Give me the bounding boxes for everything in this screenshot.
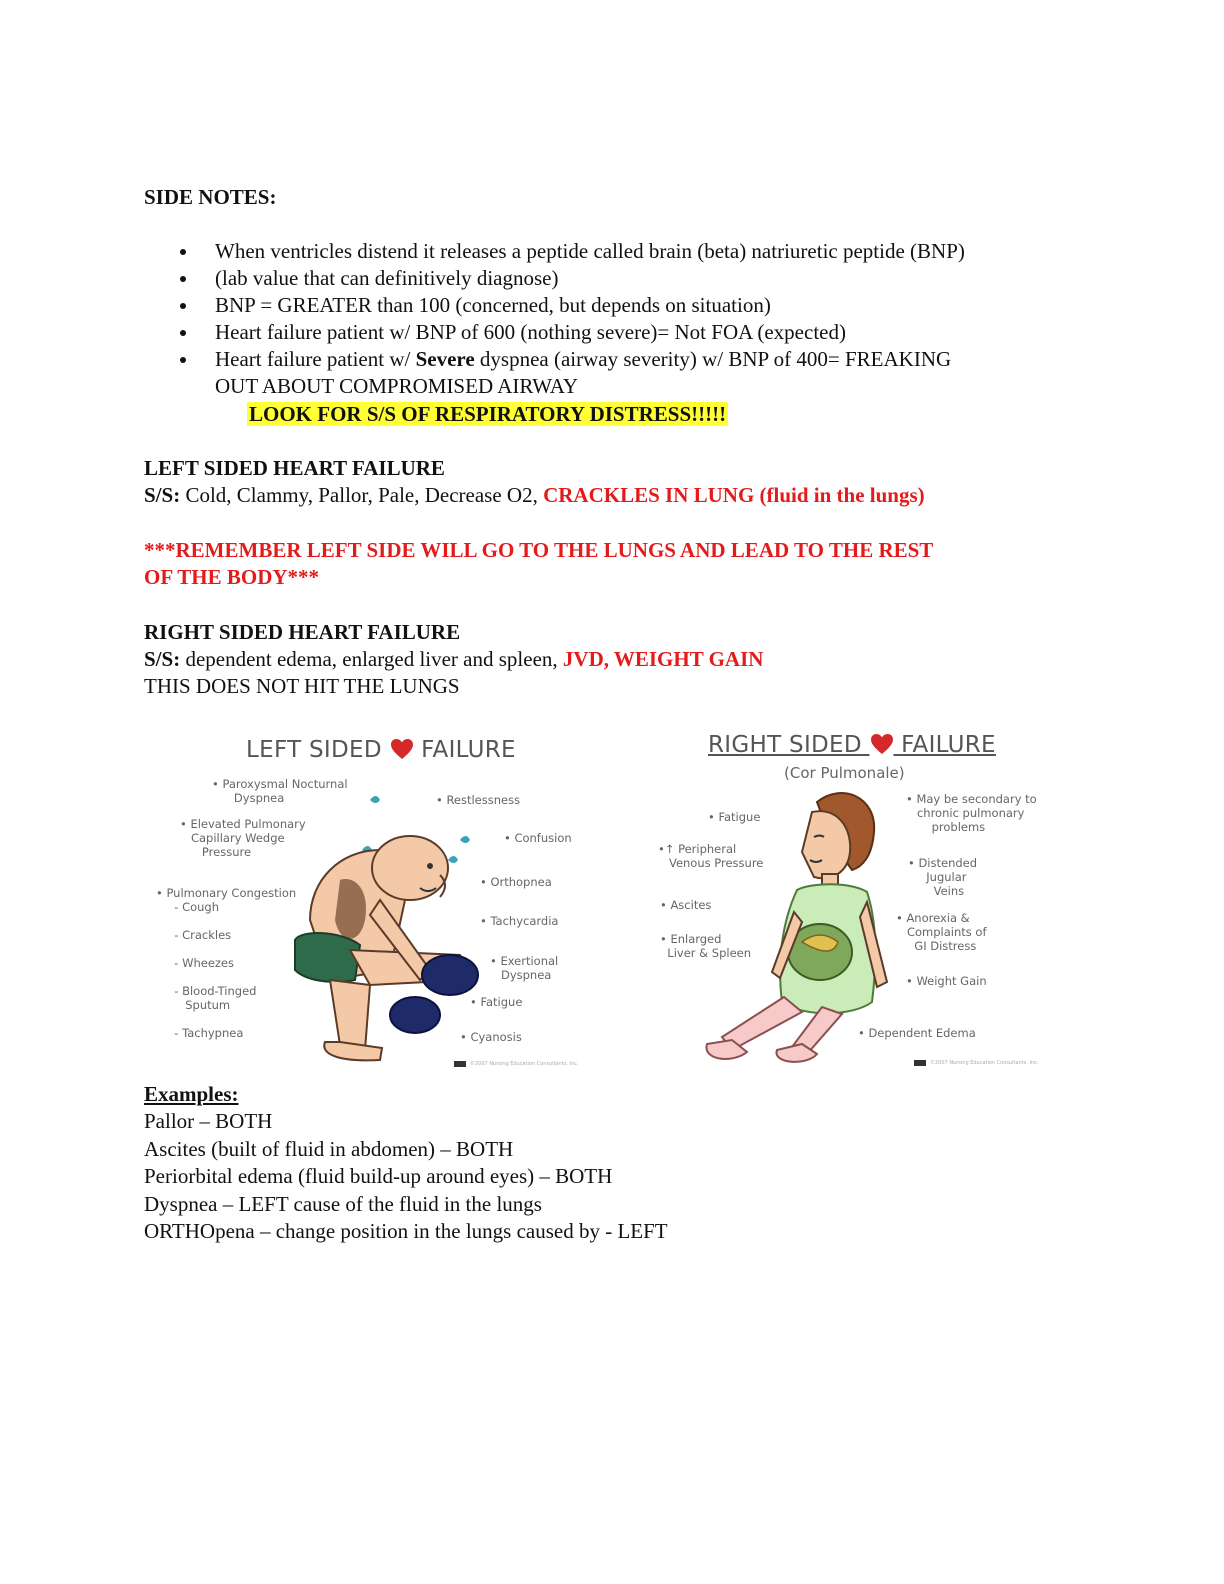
highlight-text: LOOK FOR S/S OF RESPIRATORY DISTRESS!!!!! — [249, 402, 727, 426]
label-fatigue-right: • Fatigue — [708, 810, 761, 824]
label-distended-jugular: • Distended Jugular Veins — [908, 856, 978, 898]
bullet-5-text-rest: dyspnea (airway severity) w/ BNP of 400= FREAKING — [474, 347, 952, 371]
right-diagram-title — [708, 732, 996, 758]
right-hf-note: THIS DOES NOT HIT THE LUNGS — [144, 674, 460, 698]
label-cyanosis: • Cyanosis — [460, 1030, 522, 1044]
severe-bold: Severe — [415, 347, 475, 371]
side-note-bullet-4: Heart failure patient w/ BNP of 600 (nothing severe)= Not FOA (expected) — [215, 320, 846, 344]
left-diagram-copyright: ©2007 Nursing Education Consultants, Inc. — [470, 1061, 579, 1067]
left-diagram-title-a: LEFT SIDED — [246, 737, 382, 763]
left-hf-signs — [144, 482, 925, 509]
example-item: Dyspnea – LEFT cause of the fluid in the lungs — [144, 1192, 542, 1216]
label-anorexia: • Anorexia & Complaints of GI Distress — [896, 911, 987, 953]
ss-label: S/S: — [144, 483, 181, 507]
right-diagram-copyright: ©2007 Nursing Education Consultants, Inc. — [930, 1060, 1039, 1066]
right-hf-heading: RIGHT SIDED HEART FAILURE — [144, 620, 461, 644]
label-dependent-edema: • Dependent Edema — [858, 1026, 976, 1040]
side-notes-heading: SIDE NOTES: — [144, 185, 277, 209]
examples-heading: Examples: — [144, 1082, 239, 1106]
label-enlarged-liver: • Enlarged Liver & Spleen — [660, 932, 752, 960]
ss-label: S/S: — [144, 647, 181, 671]
right-diagram-title-b: FAILURE — [901, 732, 996, 758]
side-note-bullet-1: When ventricles distend it releases a peptide called brain (beta) natriuretic peptide (BNP) — [215, 239, 965, 263]
bullet-dot — [180, 357, 186, 363]
label-exertional-dyspnea: • Exertional Dyspnea — [490, 954, 559, 982]
right-failure-diagram — [650, 720, 1070, 1072]
label-confusion: • Confusion — [504, 831, 572, 845]
right-diagram-subtitle: (Cor Pulmonale) — [784, 764, 905, 782]
remember-line-1: ***REMEMBER LEFT SIDE WILL GO TO THE LUNGS AND LEAD TO THE REST — [144, 538, 934, 562]
label-restlessness: • Restlessness — [436, 793, 521, 807]
side-note-bullet-5-line-2: OUT ABOUT COMPROMISED AIRWAY — [215, 374, 579, 398]
bullet-dot — [180, 249, 186, 255]
publisher-logo — [454, 1061, 466, 1067]
left-failure-diagram — [150, 725, 612, 1070]
example-item: ORTHOpena – change position in the lungs caused by - LEFT — [144, 1219, 668, 1243]
label-fatigue: • Fatigue — [470, 995, 523, 1009]
label-tachycardia: • Tachycardia — [480, 914, 559, 928]
example-item: Pallor – BOTH — [144, 1109, 273, 1133]
label-peripheral-venous: •↑ Peripheral Venous Pressure — [658, 842, 764, 870]
left-hf-heading: LEFT SIDED HEART FAILURE — [144, 456, 445, 480]
left-diagram-title — [246, 737, 516, 763]
example-item: Ascites (built of fluid in abdomen) – BOTH — [144, 1137, 514, 1161]
label-pnd: • Paroxysmal Nocturnal Dyspnea — [212, 777, 348, 805]
side-note-bullet-2: (lab value that can definitively diagnose) — [215, 266, 559, 290]
ss-text: dependent edema, enlarged liver and spleen, — [180, 647, 563, 671]
right-hf-signs — [144, 646, 763, 673]
label-epcwp: • Elevated Pulmonary Capillary Wedge Pressure — [180, 817, 306, 859]
left-failure-man-illustration — [270, 780, 480, 1065]
publisher-logo — [914, 1060, 926, 1066]
bullet-dot — [180, 276, 186, 282]
bullet-dot — [180, 330, 186, 336]
label-secondary: • May be secondary to chronic pulmonary problems — [906, 792, 1037, 834]
ss-text: Cold, Clammy, Pallor, Pale, Decrease O2, — [180, 483, 544, 507]
crackles-red: CRACKLES IN LUNG (fluid in the lungs) — [543, 483, 925, 507]
label-weight-gain: • Weight Gain — [906, 974, 987, 988]
right-diagram-title-a: RIGHT SIDED — [708, 732, 862, 758]
heart-icon — [390, 738, 414, 760]
bullet-dot — [180, 303, 186, 309]
jvd-red: JVD, WEIGHT GAIN — [562, 647, 764, 671]
remember-line-2: OF THE BODY*** — [144, 565, 320, 589]
label-pulmonary-congestion: • Pulmonary Congestion - Cough - Crackles - Wheezes - Blood-Tinged Sputum - Tachypnea — [156, 886, 297, 1040]
example-item: Periorbital edema (fluid build-up around eyes) – BOTH — [144, 1164, 613, 1188]
label-ascites: • Ascites — [660, 898, 712, 912]
heart-icon — [870, 733, 894, 755]
label-orthopnea: • Orthopnea — [480, 875, 552, 889]
side-note-bullet-5 — [215, 346, 951, 373]
left-diagram-title-b: FAILURE — [421, 737, 516, 763]
side-note-bullet-3: BNP = GREATER than 100 (concerned, but depends on situation) — [215, 293, 771, 317]
respiratory-distress-highlight — [247, 401, 728, 428]
bullet-5-text: Heart failure patient w/ — [215, 347, 416, 371]
right-failure-woman-illustration — [702, 782, 902, 1067]
